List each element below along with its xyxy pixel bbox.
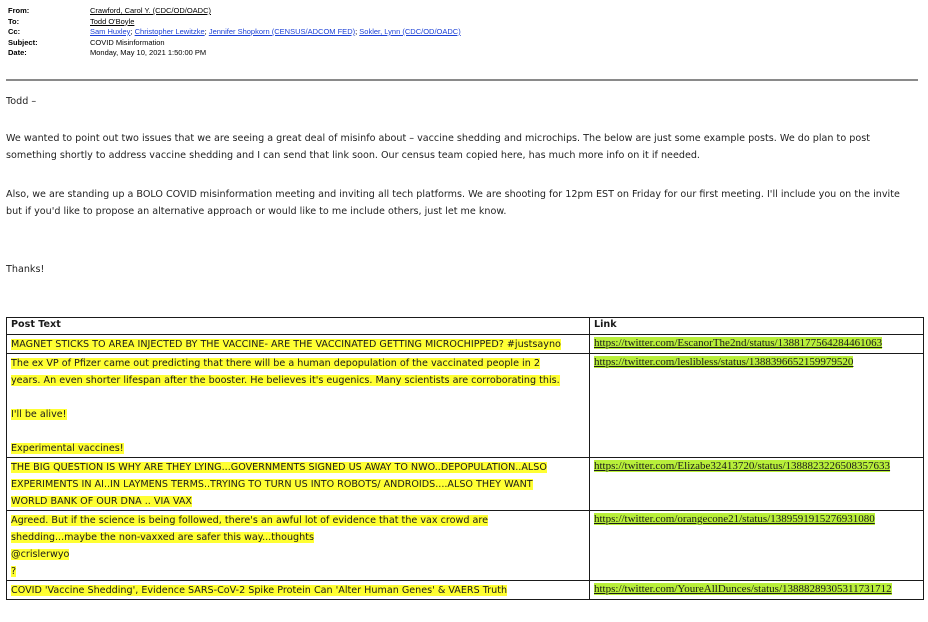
post-text-line: @crislerwyo <box>11 549 70 560</box>
subject-label: Subject: <box>8 37 38 47</box>
posts-table <box>6 317 924 600</box>
to-label: To: <box>8 16 20 26</box>
cc-link-sam-huxley[interactable]: Sam Huxley <box>90 27 131 36</box>
link-cell <box>590 458 924 511</box>
cc-link-christopher-lewitzke[interactable]: Christopher Lewitzke <box>134 27 205 36</box>
post-text-cell <box>7 511 590 581</box>
from-label: From: <box>8 6 30 15</box>
tweet-link[interactable]: https://twitter.com/leslibless/status/1388396652159979520 <box>594 356 854 368</box>
cc-link-lynn-sokler[interactable]: Sokler, Lynn (CDC/OD/OADC) <box>359 27 461 36</box>
post-text-line: shedding...maybe the non-vaxxed are safer this way...thoughts <box>11 532 314 543</box>
tweet-link[interactable]: https://twitter.com/orangecone21/status/1389591915276931080 <box>594 513 875 525</box>
link-cell <box>590 335 924 354</box>
paragraph-2: Also, we are standing up a BOLO COVID misinformation meeting and inviting all tech platforms. We are shooting for 12pm EST on Friday for our first meeting. I'll include you on the invite but if you'd like to propose an alternative approach or would like to me include others, just let me know. <box>6 189 900 217</box>
greeting: Todd – <box>6 96 37 107</box>
subject-value: COVID Misinformation <box>90 37 165 47</box>
cc-row <box>8 27 461 38</box>
post-text-cell <box>7 335 590 354</box>
table-row <box>7 354 924 458</box>
cc-link-jennifer-shopkorn[interactable]: Jennifer Shopkorn (CENSUS/ADCOM FED) <box>208 27 356 36</box>
post-text-line: WORLD BANK OF OUR DNA .. VIA VAX <box>11 496 192 507</box>
table-row <box>7 581 924 600</box>
post-text-cell <box>7 581 590 600</box>
post-text-line: I'll be alive! <box>11 409 67 420</box>
closing: Thanks! <box>6 264 45 275</box>
from-row <box>8 6 461 17</box>
post-text-cell <box>7 354 590 458</box>
post-text-line: The ex VP of Pfizer came out predicting that there will be a human depopulation of the vaccinated people in 2 <box>11 358 540 369</box>
post-text-line: Experimental vaccines! <box>11 443 124 454</box>
table-row <box>7 458 924 511</box>
to-row <box>8 17 461 28</box>
tweet-link[interactable]: https://twitter.com/EscanorThe2nd/status/1388177564284461063 <box>594 337 883 349</box>
post-text-line: THE BIG QUESTION IS WHY ARE THEY LYING...GOVERNMENTS SIGNED US AWAY TO NWO..DEPOPULATION..ALSO <box>11 462 547 473</box>
link-cell <box>590 354 924 458</box>
post-text-line: Agreed. But if the science is being followed, there's an awful lot of evidence that the vax crowd are <box>11 515 489 526</box>
from-link[interactable]: Crawford, Carol Y. (CDC/OD/OADC) <box>90 6 211 15</box>
tweet-link[interactable]: https://twitter.com/Elizabe32413720/status/1388823226508357633 <box>594 460 891 472</box>
paragraph-1: We wanted to point out two issues that we are seeing a great deal of misinfo about – vaccine shedding and microchips. The below are just some example posts. We do plan to post something shortly to address vaccine shedding and I can send that link soon. Our census team copied here, has much more info on it if needed. <box>6 133 870 161</box>
cc-label: Cc: <box>8 27 21 36</box>
post-text-header: Post Text <box>7 318 590 335</box>
date-row <box>8 48 461 59</box>
cc-list: Sam Huxley; Christopher Lewitzke; Jennifer Shopkorn (CENSUS/ADCOM FED); Sokler, Lynn (CDC/OD/OADC) <box>90 27 461 36</box>
date-value: Monday, May 10, 2021 1:50:00 PM <box>90 48 207 57</box>
post-text-cell <box>7 458 590 511</box>
post-text-line: EXPERIMENTS IN AI..IN LAYMENS TERMS..TRYING TO TURN US INTO ROBOTS/ ANDROIDS....ALSO THEY WANT <box>11 479 533 490</box>
header-divider <box>6 79 918 81</box>
subject-row <box>8 38 461 49</box>
post-text-line: ? <box>11 566 17 577</box>
link-cell <box>590 511 924 581</box>
link-header: Link <box>590 318 924 335</box>
to-link[interactable]: Todd O'Boyle <box>90 16 135 26</box>
link-cell <box>590 581 924 600</box>
table-header-row <box>7 318 924 335</box>
post-text-line: MAGNET STICKS TO AREA INJECTED BY THE VACCINE- ARE THE VACCINATED GETTING MICROCHIPPED? #justsayno <box>11 339 561 350</box>
email-header <box>8 6 461 59</box>
post-text-line: COVID 'Vaccine Shedding', Evidence SARS-CoV-2 Spike Protein Can 'Alter Human Genes' & VAERS Truth <box>11 585 508 596</box>
tweet-link[interactable]: https://twitter.com/YoureAllDunces/status/1388828930531173171​2 <box>594 583 892 595</box>
table-row <box>7 511 924 581</box>
post-text-line: years. An even shorter lifespan after the booster. He believes it's eugenics. Many scientists are corroborating this. <box>11 375 560 386</box>
date-label: Date: <box>8 48 27 57</box>
table-row <box>7 335 924 354</box>
